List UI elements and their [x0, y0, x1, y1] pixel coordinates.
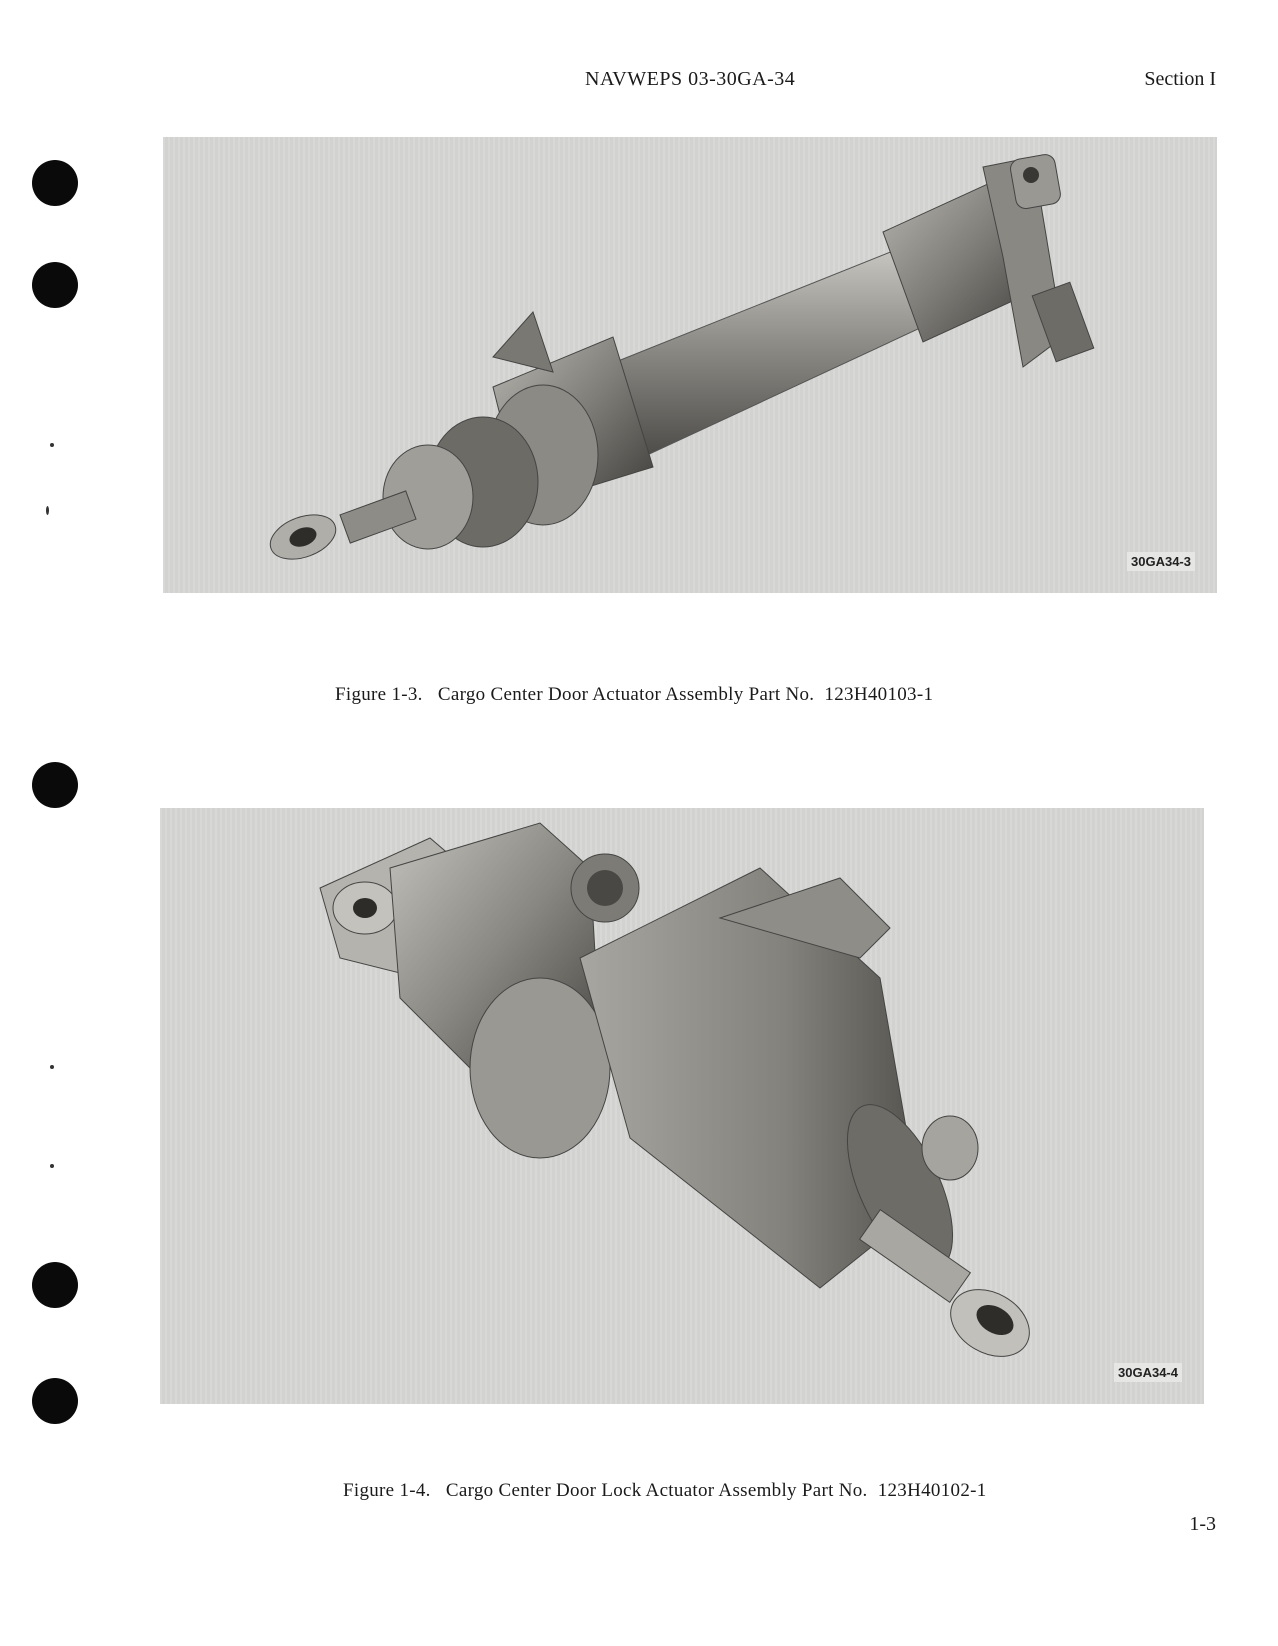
figure-1-4-caption: Figure 1-4. Cargo Center Door Lock Actuator Assembly Part No. 123H40102-1	[343, 1480, 987, 1501]
speck	[50, 1065, 54, 1069]
binder-hole	[32, 262, 78, 308]
document-number: NAVWEPS 03-30GA-34	[585, 68, 796, 90]
speck	[50, 443, 54, 447]
photo-code: 30GA34-4	[1114, 1363, 1182, 1382]
figure-1-3-caption: Figure 1-3. Cargo Center Door Actuator Assembly Part No. 123H40103-1	[335, 684, 934, 705]
section-label: Section I	[1144, 68, 1216, 90]
figure-1-4-photo	[160, 808, 1204, 1404]
binder-hole	[32, 1378, 78, 1424]
speck	[50, 1164, 54, 1168]
photo-code: 30GA34-3	[1127, 552, 1195, 571]
actuator-assembly-illustration	[163, 137, 1217, 593]
lock-actuator-assembly-illustration	[160, 808, 1204, 1404]
figure-1-3-photo	[163, 137, 1217, 593]
speck	[46, 506, 49, 515]
binder-hole	[32, 160, 78, 206]
page-number: 1-3	[1189, 1513, 1216, 1535]
binder-hole	[32, 1262, 78, 1308]
binder-hole	[32, 762, 78, 808]
